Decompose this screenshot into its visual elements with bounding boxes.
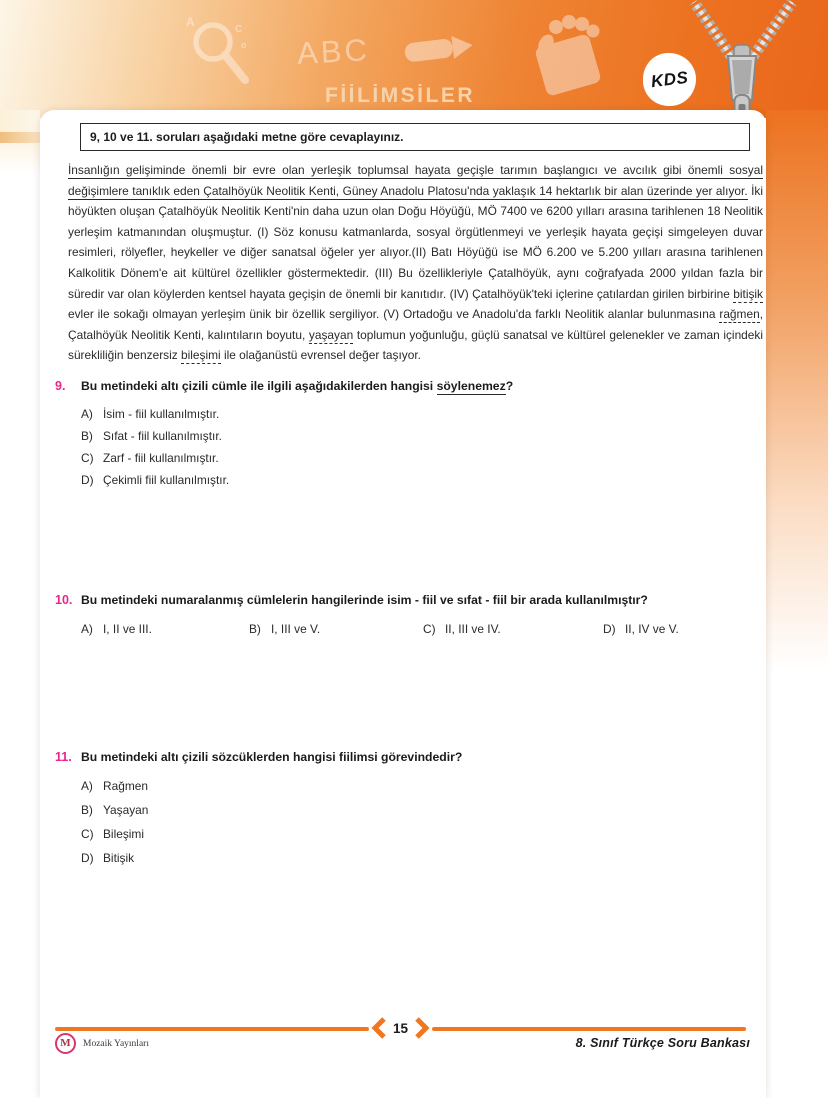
question-9-head — [55, 378, 755, 394]
left-margin-band — [0, 110, 40, 134]
option-text: İsim - fiil kullanılmıştır. — [103, 407, 220, 421]
right-margin-band — [766, 110, 828, 670]
content-card — [40, 110, 766, 1098]
pencil-icon — [403, 30, 485, 70]
option-label: C) — [423, 622, 436, 636]
text-segment: ile olağanüstü evrensel değer taşıyor. — [220, 348, 421, 363]
text-segment: İki höyükten oluşan Çatalhöyük Neolitik Kenti'nin daha uzun olan Doğu Höyüğü, MÖ 7400 ve 6200 yılları arasına tarihlenen 18 Neolitik yerleşim katmanından oluşmuştur. (I) Söz konusu katmanlarda, sosyal örgütlenmeyi ve yerleşik hayata geçişi simgeleyen duvar resimleri, rölyefler, heykeller ve diğer sanatsal öğeler yer alıyor.(II) Batı Höyüğü ise MÖ 6.200 ve 5.200 yılları arasına tarihlenen Kalkolitik Dönem'e ait kültürel özellikler göstermektedir. (III) Bu özellikleriyle Çatalhöyük, aynı coğrafyada 2000 yıldan fazla bir süredir var olan köylerden kentsel hayata geçişin de önemli bir kanıtıdır. (IV) Çatalhöyük'teki içlerine çatılardan girilen birbirine — [68, 183, 763, 301]
kds-badge — [643, 53, 696, 106]
question-stem — [81, 592, 648, 608]
left-margin-stripe — [0, 132, 40, 143]
book-title: 8. Sınıf Türkçe Soru Bankası — [575, 1036, 750, 1050]
publisher-logo — [55, 1033, 76, 1054]
option-label: B) — [81, 429, 93, 443]
option-row — [81, 822, 755, 846]
page-chevron-left-icon — [371, 1017, 386, 1039]
text-segment: evler ile sokağı olmayan yerleşim ünik bir özellik sergiliyor. (V) Ortadoğu ve Anadolu'da farklı Neolitik alanlar bulunmasına — [68, 307, 720, 322]
instruction-box — [80, 123, 750, 151]
page-title: FİİLİMSİLER — [325, 84, 475, 107]
svg-text:A: A — [186, 15, 195, 29]
text-segment: , Çatalhöyük Neolitik Kenti, kalıntıların boyutu, — [68, 307, 763, 342]
svg-text:C: C — [235, 24, 243, 35]
option-text: II, IV ve V. — [625, 622, 679, 636]
option-text: I, II ve III. — [103, 622, 152, 636]
question-stem — [81, 749, 462, 765]
option-row — [81, 846, 755, 870]
option-text: Sıfat - fiil kullanılmıştır. — [103, 429, 222, 443]
text-segment: rağmen — [719, 307, 760, 322]
question-10-head — [55, 592, 755, 608]
option-row — [81, 798, 755, 822]
option-label: D) — [603, 622, 616, 636]
text-segment: İnsanlığın gelişiminde önemli bir evre olan yerleşik toplumsal hayata geçişle tarımın başlangıcı ve avcılık gibi önemli sosyal değişimlere tanıklık eden Çatalhöyük Neolitik Kenti, Güney Anadolu Platosu'nda yaklaşık 14 hektarlık bir alan üzerinde yer alıyor. — [68, 163, 763, 198]
question-9-options — [81, 403, 755, 491]
footer-rule-left — [55, 1027, 369, 1031]
question-stem — [81, 378, 513, 394]
text-segment: toplumun yoğunluğu, güçlü sanatsal ve kültürel gelenekler ve zaman içindeki sürekliliğin benzersiz — [68, 327, 763, 363]
text-segment: ? — [505, 379, 514, 393]
text-segment: bitişik — [733, 286, 763, 301]
option-row — [81, 425, 755, 447]
option-text: I, III ve V. — [271, 622, 321, 636]
footer-rule-right — [432, 1027, 746, 1031]
question-number: 11. — [55, 750, 72, 764]
text-segment: bileşimi — [181, 348, 221, 363]
option-label: A) — [81, 407, 93, 421]
option-row — [81, 622, 152, 636]
left-margin-fade — [0, 143, 40, 173]
question-number: 9. — [55, 379, 66, 393]
text-segment: Bu metindeki altı çizili cümle ile ilgili aşağıdakilerden hangisi — [81, 379, 437, 393]
option-label: B) — [249, 622, 261, 636]
option-row — [81, 403, 755, 425]
option-text: Rağmen — [103, 779, 148, 793]
publisher-block — [55, 1033, 149, 1054]
option-label: B) — [81, 803, 93, 817]
page-chevron-right-icon — [415, 1017, 430, 1039]
kds-badge-label: KDS — [649, 67, 690, 91]
question-11-head — [55, 749, 755, 765]
option-text: Yaşayan — [103, 803, 149, 817]
question-11 — [55, 749, 755, 870]
page-number: 15 — [392, 1020, 409, 1036]
publisher-logo-letter: M — [60, 1037, 71, 1049]
reading-passage — [68, 160, 763, 366]
option-text: II, III ve IV. — [445, 622, 501, 636]
publisher-name: Mozaik Yayınları — [83, 1038, 149, 1049]
text-segment: yaşayan — [308, 327, 354, 342]
question-number: 10. — [55, 593, 73, 607]
option-label: C) — [81, 451, 94, 465]
text-segment: Bu metindeki altı çizili sözcüklerden hangisi fiilimsi görevindedir? — [81, 750, 463, 764]
option-label: C) — [81, 827, 94, 841]
abc-letters-icon — [293, 26, 377, 74]
option-row — [81, 469, 755, 491]
option-row — [603, 622, 679, 636]
abc-letters-text: ABC — [296, 32, 371, 71]
option-label: A) — [81, 779, 93, 793]
option-row — [81, 447, 755, 469]
question-9 — [55, 378, 755, 491]
option-row — [423, 622, 501, 636]
text-segment: Bu metindeki numaralanmış cümlelerin hangilerinde isim - fiil ve sıfat - fiil bir arada kullanılmıştır? — [81, 593, 648, 607]
option-label: A) — [81, 622, 93, 636]
option-text: Çekimli fiil kullanılmıştır. — [103, 473, 230, 487]
option-row — [249, 622, 320, 636]
option-label: D) — [81, 851, 94, 865]
option-label: D) — [81, 473, 94, 487]
option-text: Zarf - fiil kullanılmıştır. — [103, 451, 219, 465]
question-11-options — [81, 774, 755, 870]
instruction-text: 9, 10 ve 11. soruları aşağıdaki metne göre cevaplayınız. — [90, 130, 404, 144]
question-10-options — [81, 622, 755, 640]
option-text: Bileşimi — [103, 827, 144, 841]
svg-text:o: o — [241, 40, 247, 50]
question-10 — [55, 592, 755, 640]
text-segment: söylenemez — [436, 379, 506, 393]
option-row — [81, 774, 755, 798]
option-text: Bitişik — [103, 851, 135, 865]
